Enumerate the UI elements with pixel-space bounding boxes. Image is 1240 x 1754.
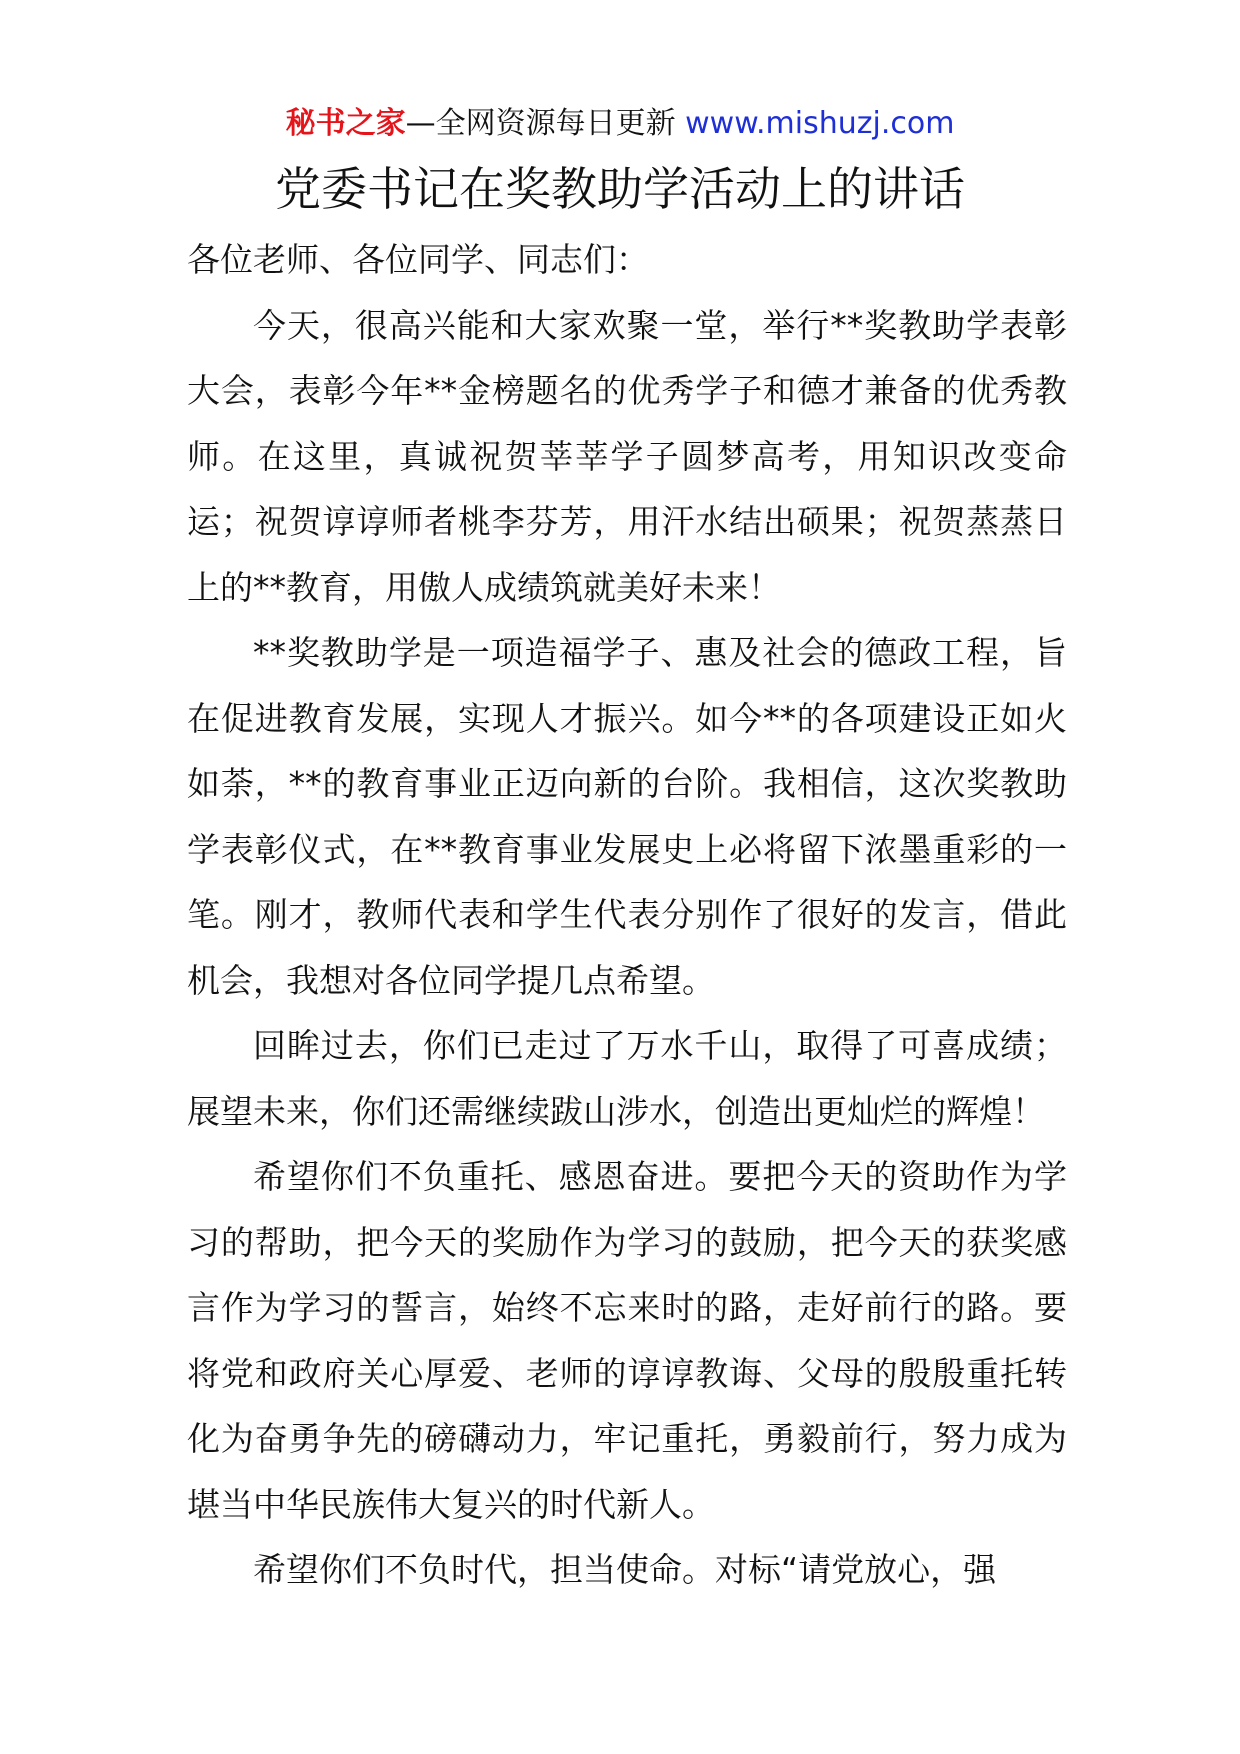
body-paragraph: 希望你们不负时代，担当使命。对标“请党放心，强	[253, 1550, 997, 1589]
body-paragraph: 今天，很高兴能和大家欢聚一堂，举行**奖教助学表彰大会，表彰今年**金榜题名的优秀学子和德才兼备的优秀教师。在这里，真诚祝贺莘莘学子圆梦高考，用知识改变命运；祝贺谆谆师者桃李芬芳，用汗水结出硕果；祝贺蒸蒸日上的**教育，用傲人成绩筑就美好未来！	[187, 305, 1067, 607]
body-paragraph: 回眸过去，你们已走过了万水千山，取得了可喜成绩；展望未来，你们还需继续跋山涉水，创造出更灿烂的辉煌！	[187, 1026, 1067, 1131]
body-paragraph: **奖教助学是一项造福学子、惠及社会的德政工程，旨在促进教育发展，实现人才振兴。如今**的各项建设正如火如荼，**的教育事业正迈向新的台阶。我相信，这次奖教助学表彰仪式，在**教育事业发展史上必将留下浓墨重彩的一笔。刚才，教师代表和学生代表分别作了很好的发言，借此机会，我想对各位同学提几点希望。	[187, 633, 1067, 1000]
site-header	[0, 104, 1240, 144]
salutation: 各位老师、各位同学、同志们：	[187, 240, 649, 279]
body-paragraph: 希望你们不负重托、感恩奋进。要把今天的资助作为学习的帮助，把今天的奖励作为学习的鼓励，把今天的获奖感言作为学习的誓言，始终不忘来时的路，走好前行的路。要将党和政府关心厚爱、老师的谆谆教诲、父母的殷殷重托转化为奋勇争先的磅礴动力，牢记重托，勇毅前行，努力成为堪当中华民族伟大复兴的时代新人。	[187, 1157, 1067, 1524]
document-title: 党委书记在奖教助学活动上的讲话	[275, 162, 965, 216]
document-body	[187, 227, 1067, 1603]
site-url-link[interactable]: www.mishuzj.com	[685, 106, 955, 141]
site-brand: 秘书之家	[285, 106, 406, 141]
site-tagline: —全网资源每日更新	[405, 106, 686, 141]
